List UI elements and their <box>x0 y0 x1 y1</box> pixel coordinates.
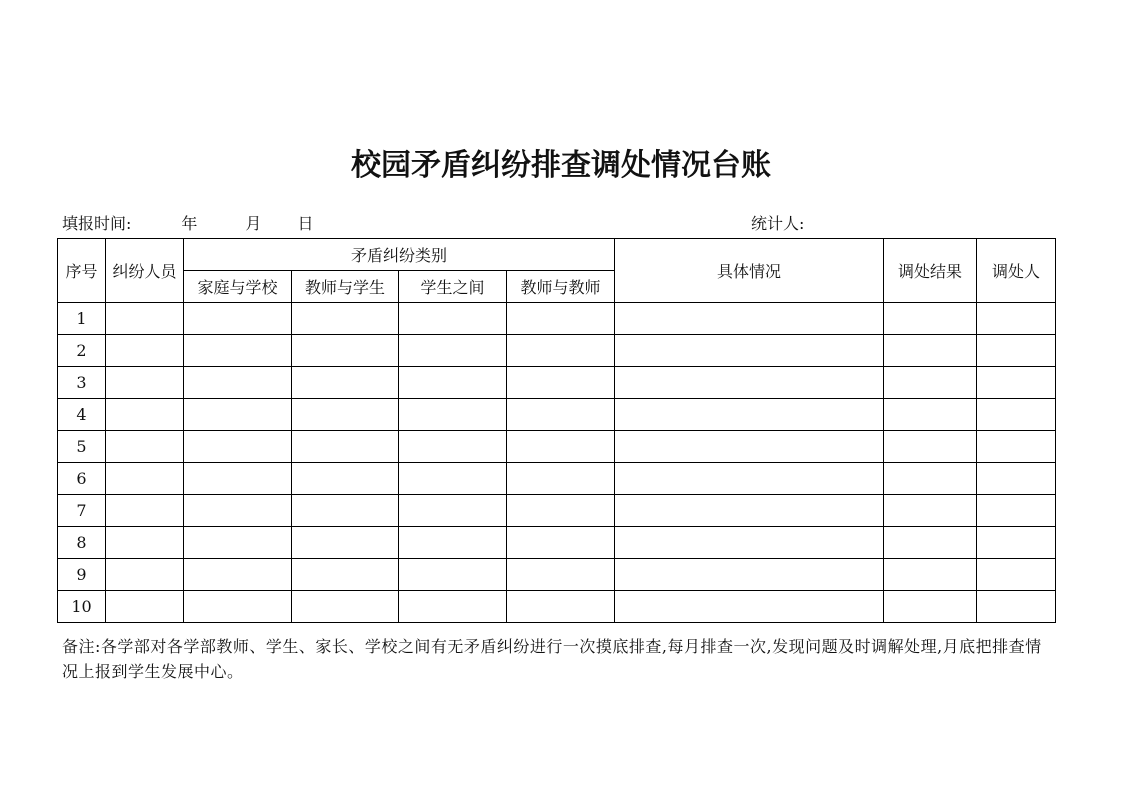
teacher-student-cell[interactable] <box>292 399 399 431</box>
persons-cell[interactable] <box>106 591 184 623</box>
student-student-cell[interactable] <box>399 303 507 335</box>
persons-cell[interactable] <box>106 463 184 495</box>
header-details: 具体情况 <box>615 239 884 303</box>
table-row <box>58 367 1056 399</box>
subheader-teacher-student: 教师与学生 <box>292 271 399 303</box>
details-cell[interactable] <box>615 463 884 495</box>
result-cell[interactable] <box>884 399 977 431</box>
mediator-cell[interactable] <box>977 431 1056 463</box>
student-student-cell[interactable] <box>399 335 507 367</box>
row-index: 6 <box>58 463 106 495</box>
subheader-student-student: 学生之间 <box>399 271 507 303</box>
header-category: 矛盾纠纷类别 <box>184 239 615 271</box>
header-mediator: 调处人 <box>977 239 1056 303</box>
persons-cell[interactable] <box>106 399 184 431</box>
student-student-cell[interactable] <box>399 591 507 623</box>
year-label: 年 <box>181 214 198 233</box>
footnote: 备注:各学部对各学部教师、学生、家长、学校之间有无矛盾纠纷进行一次摸底排查,每月排查一次,发现问题及时调解处理,月底把排查情况上报到学生发展中心。 <box>62 637 1042 681</box>
details-cell[interactable] <box>615 591 884 623</box>
row-index: 5 <box>58 431 106 463</box>
mediator-cell[interactable] <box>977 559 1056 591</box>
teacher-student-cell[interactable] <box>292 527 399 559</box>
result-cell[interactable] <box>884 367 977 399</box>
row-index: 10 <box>58 591 106 623</box>
ledger-body <box>58 303 1056 623</box>
mediator-cell[interactable] <box>977 463 1056 495</box>
family-school-cell[interactable] <box>184 527 292 559</box>
table-row <box>58 559 1056 591</box>
table-row <box>58 527 1056 559</box>
teacher-student-cell[interactable] <box>292 431 399 463</box>
teacher-teacher-cell[interactable] <box>507 463 615 495</box>
row-index: 4 <box>58 399 106 431</box>
teacher-student-cell[interactable] <box>292 463 399 495</box>
result-cell[interactable] <box>884 559 977 591</box>
teacher-teacher-cell[interactable] <box>507 495 615 527</box>
student-student-cell[interactable] <box>399 559 507 591</box>
persons-cell[interactable] <box>106 495 184 527</box>
persons-cell[interactable] <box>106 367 184 399</box>
header-index: 序号 <box>58 239 106 303</box>
teacher-teacher-cell[interactable] <box>507 591 615 623</box>
teacher-student-cell[interactable] <box>292 591 399 623</box>
student-student-cell[interactable] <box>399 495 507 527</box>
persons-cell[interactable] <box>106 559 184 591</box>
student-student-cell[interactable] <box>399 367 507 399</box>
teacher-student-cell[interactable] <box>292 335 399 367</box>
month-label: 月 <box>245 214 262 233</box>
teacher-student-cell[interactable] <box>292 303 399 335</box>
teacher-teacher-cell[interactable] <box>507 559 615 591</box>
mediator-cell[interactable] <box>977 399 1056 431</box>
mediator-cell[interactable] <box>977 303 1056 335</box>
table-row <box>58 431 1056 463</box>
details-cell[interactable] <box>615 527 884 559</box>
day-label: 日 <box>297 214 314 233</box>
family-school-cell[interactable] <box>184 431 292 463</box>
mediator-cell[interactable] <box>977 591 1056 623</box>
ledger-table <box>57 238 1056 623</box>
student-student-cell[interactable] <box>399 463 507 495</box>
family-school-cell[interactable] <box>184 463 292 495</box>
teacher-student-cell[interactable] <box>292 367 399 399</box>
details-cell[interactable] <box>615 495 884 527</box>
document-title: 校园矛盾纠纷排查调处情况台账 <box>351 148 771 183</box>
details-cell[interactable] <box>615 367 884 399</box>
details-cell[interactable] <box>615 399 884 431</box>
family-school-cell[interactable] <box>184 591 292 623</box>
result-cell[interactable] <box>884 527 977 559</box>
family-school-cell[interactable] <box>184 303 292 335</box>
result-cell[interactable] <box>884 591 977 623</box>
teacher-teacher-cell[interactable] <box>507 303 615 335</box>
table-row <box>58 303 1056 335</box>
row-index: 1 <box>58 303 106 335</box>
persons-cell[interactable] <box>106 303 184 335</box>
mediator-cell[interactable] <box>977 495 1056 527</box>
persons-cell[interactable] <box>106 335 184 367</box>
header-result: 调处结果 <box>884 239 977 303</box>
persons-cell[interactable] <box>106 527 184 559</box>
row-index: 3 <box>58 367 106 399</box>
details-cell[interactable] <box>615 431 884 463</box>
table-row <box>58 495 1056 527</box>
family-school-cell[interactable] <box>184 399 292 431</box>
teacher-teacher-cell[interactable] <box>507 399 615 431</box>
table-row <box>58 463 1056 495</box>
result-cell[interactable] <box>884 335 977 367</box>
teacher-teacher-cell[interactable] <box>507 527 615 559</box>
result-cell[interactable] <box>884 495 977 527</box>
subheader-teacher-teacher: 教师与教师 <box>507 271 615 303</box>
mediator-cell[interactable] <box>977 367 1056 399</box>
table-row <box>58 591 1056 623</box>
table-row <box>58 399 1056 431</box>
row-index: 2 <box>58 335 106 367</box>
student-student-cell[interactable] <box>399 527 507 559</box>
family-school-cell[interactable] <box>184 335 292 367</box>
family-school-cell[interactable] <box>184 367 292 399</box>
student-student-cell[interactable] <box>399 399 507 431</box>
header-persons: 纠纷人员 <box>106 239 184 303</box>
result-cell[interactable] <box>884 303 977 335</box>
teacher-student-cell[interactable] <box>292 495 399 527</box>
teacher-teacher-cell[interactable] <box>507 367 615 399</box>
fill-time-label: 填报时间: <box>62 214 132 233</box>
statistician-label: 统计人: <box>751 214 805 233</box>
family-school-cell[interactable] <box>184 559 292 591</box>
row-index: 7 <box>58 495 106 527</box>
fill-time-line <box>62 211 313 234</box>
persons-cell[interactable] <box>106 431 184 463</box>
mediator-cell[interactable] <box>977 335 1056 367</box>
subheader-family-school: 家庭与学校 <box>184 271 292 303</box>
details-cell[interactable] <box>615 335 884 367</box>
teacher-teacher-cell[interactable] <box>507 335 615 367</box>
result-cell[interactable] <box>884 463 977 495</box>
teacher-teacher-cell[interactable] <box>507 431 615 463</box>
details-cell[interactable] <box>615 559 884 591</box>
result-cell[interactable] <box>884 431 977 463</box>
mediator-cell[interactable] <box>977 527 1056 559</box>
table-row <box>58 335 1056 367</box>
row-index: 9 <box>58 559 106 591</box>
teacher-student-cell[interactable] <box>292 559 399 591</box>
details-cell[interactable] <box>615 303 884 335</box>
family-school-cell[interactable] <box>184 495 292 527</box>
student-student-cell[interactable] <box>399 431 507 463</box>
row-index: 8 <box>58 527 106 559</box>
